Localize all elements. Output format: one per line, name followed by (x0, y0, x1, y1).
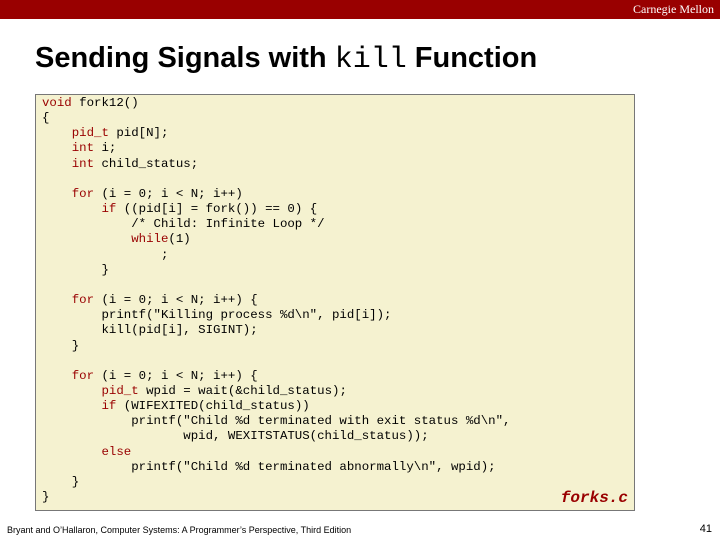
code-line: if ((pid[i] = fork()) == 0) { (101, 202, 318, 217)
title-prefix: Sending Signals with (35, 42, 335, 74)
code-line: wpid, WEXITSTATUS(child_status)); (42, 429, 429, 444)
title-code: kill (334, 43, 407, 77)
code-line: int i; (71, 141, 117, 156)
slide-title (35, 42, 537, 77)
title-suffix: Function (406, 42, 538, 74)
code-line: kill(pid[i], SIGINT); (42, 323, 258, 338)
code-line: for (i = 0; i < N; i++) { (71, 293, 258, 308)
code-line: int child_status; (71, 156, 199, 171)
code-line: { (42, 111, 50, 126)
code-line: ; (42, 247, 169, 262)
code-line: for (i = 0; i < N; i++) { (71, 368, 258, 383)
code-line: if (WIFEXITED(child_status)) (101, 399, 310, 414)
code-line: printf("Child %d terminated with exit status %d\n", (42, 414, 511, 429)
code-line: else (101, 444, 132, 459)
code-filename: forks.c (560, 489, 628, 507)
code-line: } (42, 490, 50, 505)
code-line: pid_t pid[N]; (71, 126, 169, 141)
code-line: } (42, 474, 80, 489)
page-number: 41 (699, 523, 712, 535)
code-listing (42, 96, 510, 505)
footer-credit: Bryant and O’Hallaron, Computer Systems: A Programmer’s Perspective, Third Edition (7, 525, 352, 535)
code-line: for (i = 0; i < N; i++) (71, 186, 243, 201)
code-line: printf("Killing process %d\n", pid[i]); (42, 308, 392, 323)
code-line: pid_t wpid = wait(&child_status); (101, 383, 347, 398)
code-line: /* Child: Infinite Loop */ (42, 217, 325, 232)
brand-label: Carnegie Mellon (633, 2, 714, 16)
code-line: } (42, 262, 109, 277)
code-line: while(1) (131, 232, 191, 247)
code-line: } (42, 338, 80, 353)
code-line: void fork12() (42, 96, 139, 110)
header-bar (0, 0, 720, 19)
code-line: printf("Child %d terminated abnormally\n", wpid); (42, 459, 496, 474)
